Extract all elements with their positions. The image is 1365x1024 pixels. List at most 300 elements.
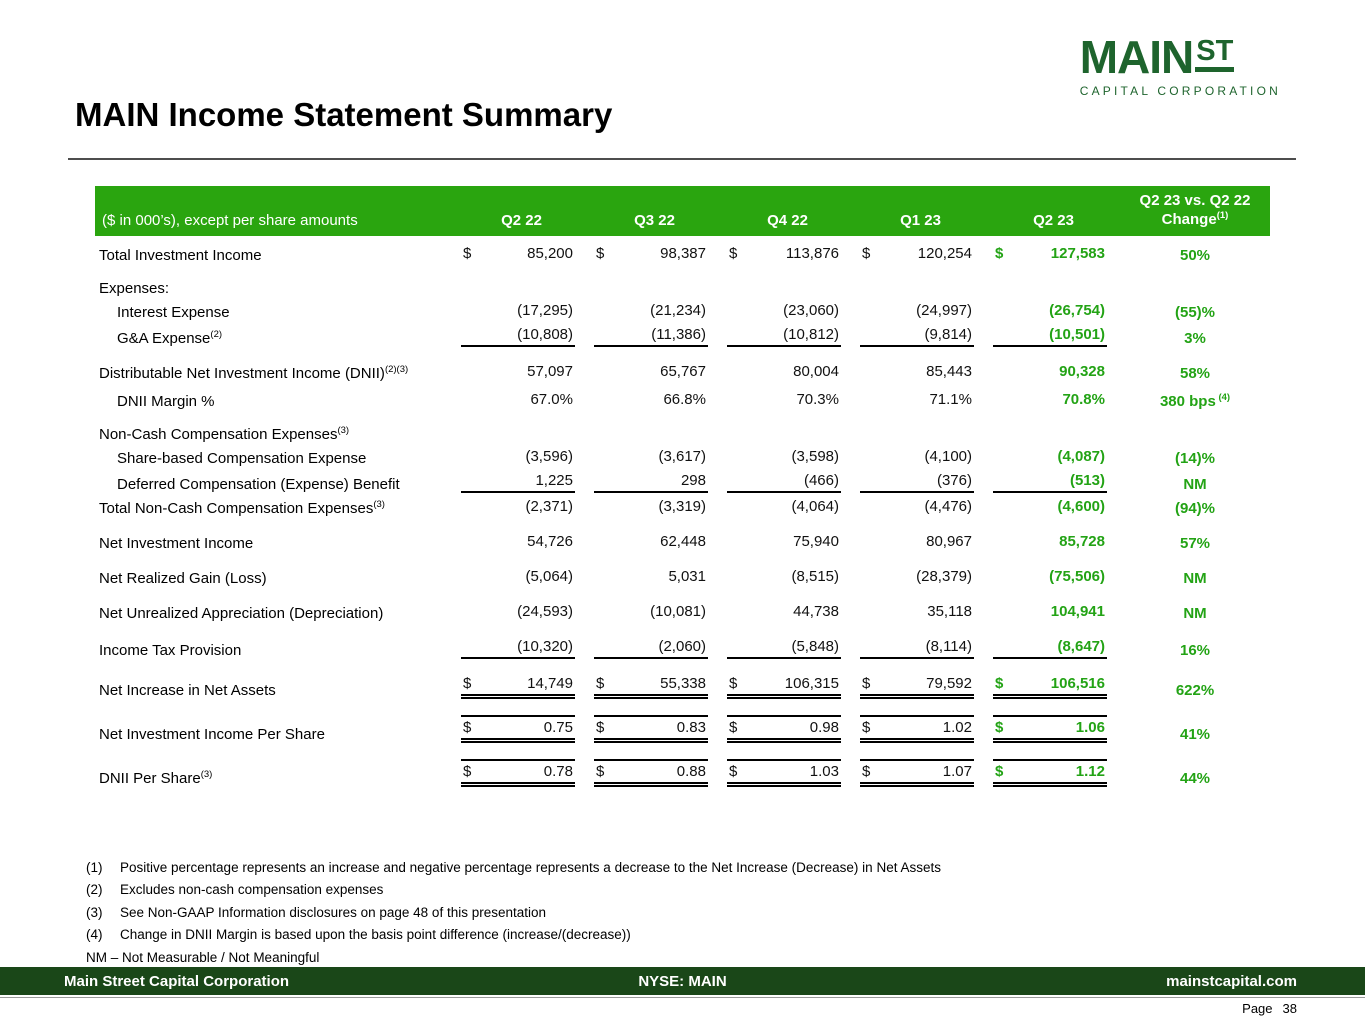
value-column xyxy=(987,350,1120,385)
table-row xyxy=(95,324,1270,350)
value-cell xyxy=(993,675,1107,699)
dollar-sign: $ xyxy=(729,763,738,780)
value-column xyxy=(588,662,721,702)
value-text: (4,100) xyxy=(924,448,972,465)
table-row xyxy=(95,662,1270,702)
value-text: 1.02 xyxy=(942,719,972,736)
table-row xyxy=(95,555,1270,590)
value-text: 65,767 xyxy=(660,363,706,380)
value-cell xyxy=(860,533,974,552)
change-cell: NM xyxy=(1183,570,1207,587)
value-cell xyxy=(993,326,1107,347)
value-column xyxy=(721,625,854,662)
value-column xyxy=(987,520,1120,555)
value-text: 57,097 xyxy=(527,363,573,380)
value-column xyxy=(455,746,588,790)
value-text: (8,515) xyxy=(791,568,839,585)
change-cell: 380 bps $^{(4)}$ xyxy=(1159,392,1231,410)
value-text: 14,749 xyxy=(527,675,573,692)
table-row xyxy=(95,496,1270,520)
value-text: (10,081) xyxy=(650,603,706,620)
value-text: (5,848) xyxy=(791,638,839,655)
row-label: Deferred Compensation (Expense) Benefit xyxy=(117,476,400,493)
value-column xyxy=(721,324,854,350)
value-cell xyxy=(860,391,974,410)
row-label: Non-Cash Compensation Expenses$^{(3)}$ xyxy=(99,425,350,443)
header-col-q2-22: Q2 22 xyxy=(455,186,588,236)
header-change-line2: Change$^{(1)}$ xyxy=(1161,210,1229,228)
change-cell: 44% xyxy=(1179,770,1211,787)
value-text: (376) xyxy=(936,472,972,489)
value-text: 298 xyxy=(680,472,706,489)
value-cell xyxy=(727,326,841,347)
value-cell xyxy=(461,363,575,382)
value-cell xyxy=(860,498,974,517)
value-cell xyxy=(860,759,974,787)
dollar-sign: $ xyxy=(463,245,472,262)
value-text: 55,338 xyxy=(660,675,706,692)
value-column xyxy=(455,625,588,662)
value-cell xyxy=(727,498,841,517)
value-column xyxy=(854,324,987,350)
value-cell xyxy=(727,759,841,787)
value-column xyxy=(455,470,588,496)
value-column xyxy=(987,702,1120,746)
table-row xyxy=(95,590,1270,625)
value-cell xyxy=(860,363,974,382)
table-row xyxy=(95,625,1270,662)
value-cell xyxy=(993,472,1107,493)
value-text: (28,379) xyxy=(916,568,972,585)
dollar-sign: $ xyxy=(995,245,1004,262)
value-cell xyxy=(461,675,575,699)
value-cell xyxy=(594,302,708,321)
value-cell xyxy=(860,245,974,264)
value-text: (75,506) xyxy=(1049,568,1105,585)
value-cell xyxy=(594,448,708,467)
value-column xyxy=(987,300,1120,324)
value-text: (3,596) xyxy=(525,448,573,465)
value-cell xyxy=(993,568,1107,587)
value-cell xyxy=(594,391,708,410)
value-text: 67.0% xyxy=(530,391,573,408)
value-column xyxy=(721,470,854,496)
value-column xyxy=(721,590,854,625)
value-cell xyxy=(461,326,575,347)
value-text: 1.07 xyxy=(942,763,972,780)
logo-st-text: ST xyxy=(1195,37,1234,72)
value-text: (4,064) xyxy=(791,498,839,515)
value-column xyxy=(854,300,987,324)
value-cell xyxy=(727,448,841,467)
value-text: 80,004 xyxy=(793,363,839,380)
value-cell xyxy=(727,302,841,321)
value-cell xyxy=(727,533,841,552)
value-cell xyxy=(860,302,974,321)
value-text: (8,114) xyxy=(925,638,972,655)
value-column xyxy=(854,350,987,385)
value-text: (10,501) xyxy=(1049,326,1105,343)
value-text: 71.1% xyxy=(929,391,972,408)
value-cell xyxy=(860,448,974,467)
value-text: 127,583 xyxy=(1050,245,1105,262)
row-label: Net Unrealized Appreciation (Depreciation) xyxy=(99,605,384,622)
value-cell xyxy=(727,245,841,264)
value-column xyxy=(987,662,1120,702)
value-cell xyxy=(727,638,841,659)
value-column xyxy=(455,590,588,625)
value-text: 85,728 xyxy=(1059,533,1105,550)
value-column xyxy=(588,350,721,385)
value-text: 85,200 xyxy=(527,245,573,262)
value-text: 1.03 xyxy=(809,763,839,780)
value-column xyxy=(854,236,987,267)
footnotes xyxy=(86,857,941,969)
value-column xyxy=(987,625,1120,662)
value-column xyxy=(588,470,721,496)
value-text: 120,254 xyxy=(917,245,972,262)
value-text: 54,726 xyxy=(527,533,573,550)
value-cell xyxy=(594,759,708,787)
row-label: DNII Margin % xyxy=(117,393,215,410)
value-cell xyxy=(461,533,575,552)
value-column xyxy=(455,236,588,267)
value-column xyxy=(854,470,987,496)
value-column xyxy=(987,324,1120,350)
value-text: 0.98 xyxy=(809,719,839,736)
value-cell xyxy=(727,715,841,743)
value-cell xyxy=(461,391,575,410)
value-cell xyxy=(461,245,575,264)
table-row xyxy=(95,520,1270,555)
income-table-body xyxy=(95,236,1270,790)
dollar-sign: $ xyxy=(596,675,605,692)
value-column xyxy=(987,555,1120,590)
value-column xyxy=(588,385,721,413)
value-cell xyxy=(993,533,1107,552)
value-column xyxy=(455,324,588,350)
value-cell xyxy=(461,638,575,659)
value-column xyxy=(455,385,588,413)
value-text: (24,593) xyxy=(517,603,573,620)
row-label: G&A Expense$^{(2)}$ xyxy=(117,329,223,347)
value-cell xyxy=(594,568,708,587)
logo-subtitle: CAPITAL CORPORATION xyxy=(1079,84,1281,98)
value-column xyxy=(721,746,854,790)
value-column xyxy=(588,555,721,590)
dollar-sign: $ xyxy=(995,675,1004,692)
value-cell xyxy=(594,533,708,552)
footnote-1: (1) Positive percentage represents an increase and negative percentage represents a decrease to the Net Increase (Decrease) in Net Assets xyxy=(86,860,941,875)
value-text: (3,598) xyxy=(791,448,839,465)
change-cell: 58% xyxy=(1179,365,1211,382)
table-row xyxy=(95,300,1270,324)
value-text: (466) xyxy=(803,472,839,489)
value-column xyxy=(721,702,854,746)
value-text: 0.83 xyxy=(676,719,706,736)
value-cell xyxy=(461,302,575,321)
dollar-sign: $ xyxy=(995,763,1004,780)
value-column xyxy=(854,446,987,470)
change-cell: (94)% xyxy=(1174,500,1215,517)
change-cell: NM xyxy=(1183,605,1207,622)
footnote-3: (3) See Non-GAAP Information disclosures on page 48 of this presentation xyxy=(86,904,547,920)
value-text: (24,997) xyxy=(916,302,972,319)
value-cell xyxy=(727,391,841,410)
value-text: 106,516 xyxy=(1050,675,1105,692)
value-cell xyxy=(993,302,1107,321)
value-text: (4,087) xyxy=(1057,448,1105,465)
value-cell xyxy=(461,603,575,622)
table-row xyxy=(95,446,1270,470)
value-column xyxy=(854,746,987,790)
value-text: 70.3% xyxy=(796,391,839,408)
value-column xyxy=(987,236,1120,267)
value-column xyxy=(854,662,987,702)
value-cell xyxy=(727,675,841,699)
value-text: (2,060) xyxy=(658,638,706,655)
value-column xyxy=(588,236,721,267)
row-label: Share-based Compensation Expense xyxy=(117,450,367,467)
header-units-label: ($ in 000’s), except per share amounts xyxy=(95,186,455,236)
value-text: (4,476) xyxy=(924,498,972,515)
value-text: (21,234) xyxy=(650,302,706,319)
table-row xyxy=(95,702,1270,746)
dollar-sign: $ xyxy=(862,719,871,736)
dollar-sign: $ xyxy=(729,675,738,692)
value-text: 0.88 xyxy=(676,763,706,780)
value-column xyxy=(854,590,987,625)
value-column xyxy=(455,446,588,470)
change-cell: 16% xyxy=(1179,642,1211,659)
value-text: 62,448 xyxy=(660,533,706,550)
footer-company-name: Main Street Capital Corporation xyxy=(64,972,290,990)
value-column xyxy=(588,300,721,324)
value-cell xyxy=(594,675,708,699)
dollar-sign: $ xyxy=(995,719,1004,736)
table-row xyxy=(95,746,1270,790)
dollar-sign: $ xyxy=(862,763,871,780)
value-cell xyxy=(993,638,1107,659)
value-cell xyxy=(461,448,575,467)
value-text: (9,814) xyxy=(924,326,972,343)
value-text: 66.8% xyxy=(663,391,706,408)
value-column xyxy=(455,702,588,746)
footer-bar xyxy=(0,967,1365,995)
value-text: 1,225 xyxy=(535,472,573,489)
value-cell xyxy=(860,568,974,587)
value-column xyxy=(588,324,721,350)
value-column xyxy=(721,385,854,413)
value-column xyxy=(588,590,721,625)
dollar-sign: $ xyxy=(463,763,472,780)
value-column xyxy=(588,625,721,662)
value-column xyxy=(987,496,1120,520)
value-cell xyxy=(860,638,974,659)
header-col-q4-22: Q4 22 xyxy=(721,186,854,236)
value-text: (17,295) xyxy=(517,302,573,319)
value-cell xyxy=(461,472,575,493)
table-row xyxy=(95,470,1270,496)
value-column xyxy=(455,555,588,590)
logo-wordmark xyxy=(1079,31,1281,85)
change-cell: 50% xyxy=(1179,247,1211,264)
value-text: 1.12 xyxy=(1075,763,1105,780)
value-text: 1.06 xyxy=(1075,719,1105,736)
value-column xyxy=(987,470,1120,496)
value-text: 104,941 xyxy=(1050,603,1105,620)
value-text: 98,387 xyxy=(660,245,706,262)
value-cell xyxy=(594,603,708,622)
value-text: 35,118 xyxy=(927,603,972,620)
value-column xyxy=(588,702,721,746)
value-text: 44,738 xyxy=(793,603,839,620)
table-row xyxy=(95,236,1270,267)
row-label: DNII Per Share$^{(3)}$ xyxy=(99,769,213,787)
value-cell xyxy=(860,603,974,622)
value-cell xyxy=(860,675,974,699)
value-cell xyxy=(993,759,1107,787)
header-col-change xyxy=(1120,186,1270,236)
value-column xyxy=(455,662,588,702)
row-label: Expenses: xyxy=(99,280,170,297)
table-row xyxy=(95,413,1270,446)
value-text: 80,967 xyxy=(926,533,972,550)
dollar-sign: $ xyxy=(862,675,871,692)
value-cell xyxy=(993,391,1107,410)
footer-ticker: NYSE: MAIN xyxy=(638,972,727,990)
value-text: (10,808) xyxy=(517,326,573,343)
value-text: 85,443 xyxy=(926,363,972,380)
value-text: (513) xyxy=(1069,472,1105,489)
title-divider xyxy=(68,158,1296,160)
row-label: Net Investment Income Per Share xyxy=(99,726,325,743)
value-column xyxy=(987,746,1120,790)
value-cell xyxy=(993,498,1107,517)
value-column xyxy=(721,496,854,520)
table-header-row xyxy=(95,186,1270,236)
table-row xyxy=(95,350,1270,385)
value-text: 0.78 xyxy=(543,763,573,780)
value-column xyxy=(721,350,854,385)
change-cell: (14)% xyxy=(1174,450,1215,467)
value-cell xyxy=(594,326,708,347)
income-statement-table xyxy=(95,186,1270,790)
dollar-sign: $ xyxy=(463,675,472,692)
value-column xyxy=(588,496,721,520)
row-label: Total Investment Income xyxy=(99,247,262,264)
value-column xyxy=(721,662,854,702)
value-column xyxy=(854,625,987,662)
value-column xyxy=(721,236,854,267)
dollar-sign: $ xyxy=(729,245,738,262)
value-column xyxy=(455,300,588,324)
value-cell xyxy=(727,568,841,587)
row-label: Net Increase in Net Assets xyxy=(99,682,276,699)
value-column xyxy=(854,555,987,590)
value-cell xyxy=(993,448,1107,467)
value-cell xyxy=(727,363,841,382)
value-text: 0.75 xyxy=(543,719,573,736)
change-cell: (55)% xyxy=(1174,304,1215,321)
footer-website: mainstcapital.com xyxy=(1166,972,1297,990)
value-column xyxy=(721,446,854,470)
value-text: (26,754) xyxy=(1049,302,1105,319)
header-col-q1-23: Q1 23 xyxy=(854,186,987,236)
value-text: 106,315 xyxy=(784,675,839,692)
value-column xyxy=(721,555,854,590)
change-cell: 3% xyxy=(1184,330,1206,347)
value-cell xyxy=(461,498,575,517)
value-cell xyxy=(594,363,708,382)
footer-hairline xyxy=(0,997,1365,998)
value-column xyxy=(588,746,721,790)
row-label: Interest Expense xyxy=(117,304,230,321)
value-text: (5,064) xyxy=(525,568,573,585)
value-column xyxy=(854,520,987,555)
value-cell xyxy=(860,326,974,347)
value-cell xyxy=(594,245,708,264)
row-label: Income Tax Provision xyxy=(99,642,242,659)
dollar-sign: $ xyxy=(596,763,605,780)
value-text: (8,647) xyxy=(1057,638,1105,655)
value-cell xyxy=(461,568,575,587)
change-cell: 622% xyxy=(1175,682,1215,699)
value-cell xyxy=(727,603,841,622)
value-text: (4,600) xyxy=(1057,498,1105,515)
company-logo xyxy=(1079,31,1281,98)
value-column xyxy=(721,520,854,555)
change-cell: 57% xyxy=(1179,535,1211,552)
change-cell: NM xyxy=(1183,476,1207,493)
dollar-sign: $ xyxy=(463,719,472,736)
value-column xyxy=(854,496,987,520)
row-label: Net Investment Income xyxy=(99,535,254,552)
value-column xyxy=(721,300,854,324)
value-text: (23,060) xyxy=(783,302,839,319)
header-col-q2-23: Q2 23 xyxy=(987,186,1120,236)
value-column xyxy=(588,520,721,555)
value-column xyxy=(455,350,588,385)
row-label: Net Realized Gain (Loss) xyxy=(99,570,267,587)
value-cell xyxy=(461,759,575,787)
value-column xyxy=(588,446,721,470)
dollar-sign: $ xyxy=(596,245,605,262)
value-text: (11,386) xyxy=(651,326,706,343)
value-text: 113,876 xyxy=(785,245,839,262)
value-cell xyxy=(993,363,1107,382)
value-cell xyxy=(860,472,974,493)
dollar-sign: $ xyxy=(596,719,605,736)
value-cell xyxy=(993,603,1107,622)
logo-main-text: MAIN xyxy=(1079,31,1194,83)
row-label: Distributable Net Investment Income (DNII)$^{(2)(3)}$ xyxy=(99,364,409,382)
value-cell xyxy=(993,245,1107,264)
value-cell xyxy=(727,472,841,493)
page-title: MAIN Income Statement Summary xyxy=(75,96,613,133)
value-cell xyxy=(594,715,708,743)
value-cell xyxy=(594,498,708,517)
value-cell xyxy=(461,715,575,743)
value-text: 75,940 xyxy=(793,533,839,550)
table-row xyxy=(95,385,1270,413)
value-text: 5,031 xyxy=(668,568,706,585)
header-change-line1: Q2 23 vs. Q2 22 xyxy=(1139,192,1251,209)
value-column xyxy=(987,385,1120,413)
value-text: 70.8% xyxy=(1062,391,1105,408)
value-text: (10,320) xyxy=(517,638,573,655)
value-column xyxy=(854,702,987,746)
